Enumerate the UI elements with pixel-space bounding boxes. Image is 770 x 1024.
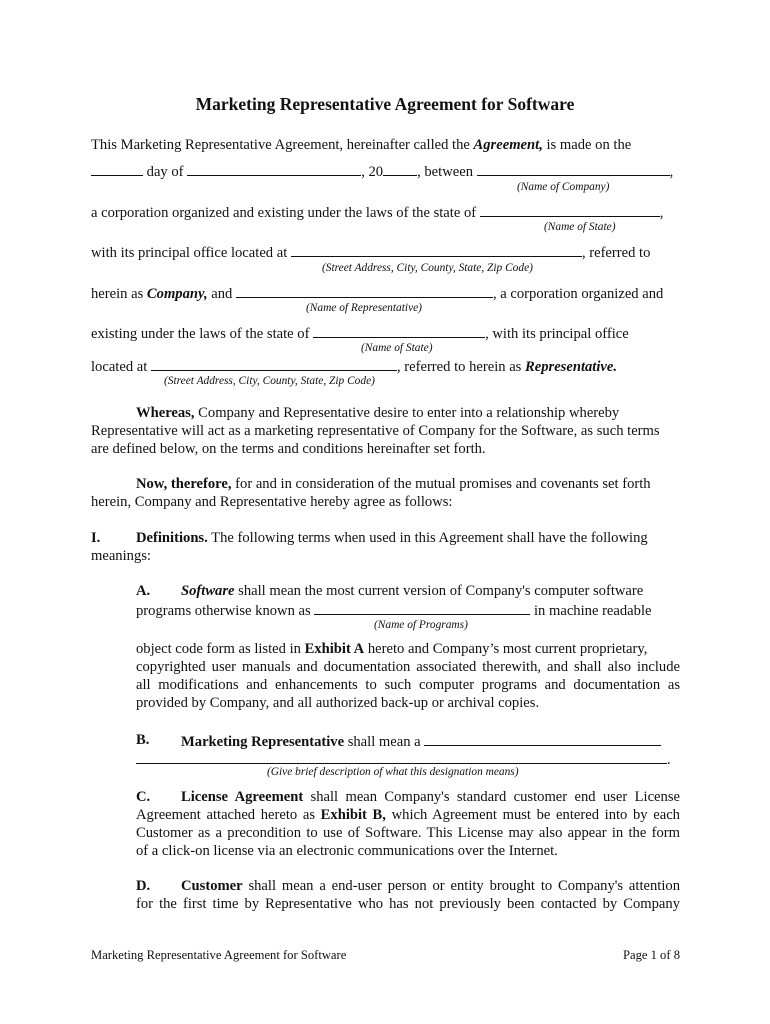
and-text: and [207, 286, 236, 302]
def-d-letter: D. [136, 878, 151, 894]
state-blank[interactable] [480, 202, 660, 217]
intro-line-3 [91, 202, 663, 222]
def-b-text: shall mean a [344, 734, 425, 750]
referred-to-text: , referred to [581, 245, 651, 261]
corp-and-text: , a corporation organized and [492, 286, 664, 302]
intro-line-7 [91, 356, 617, 376]
caption-address: (Street Address, City, County, State, Zip Code) [322, 262, 533, 274]
def-c-line-3: Customer as a precondition to use of Software. This License may also appear in the form [136, 825, 680, 841]
designation-blank-2[interactable] [136, 749, 667, 764]
period: . [667, 752, 671, 768]
def-d-line-1 [181, 877, 680, 895]
exhibit-a: Exhibit A [304, 641, 365, 657]
section-text: The following terms when used in this Agreement shall have the following [207, 530, 648, 546]
def-c-line-2 [136, 806, 680, 824]
year-blank[interactable] [383, 161, 417, 176]
caption-state-2: (Name of State) [361, 342, 433, 354]
caption-representative: (Name of Representative) [306, 302, 422, 314]
whereas-bold: Whereas, [136, 405, 195, 421]
section-heading-line [136, 529, 648, 547]
intro-text: is made on the [542, 137, 632, 153]
between-text: , between [417, 164, 477, 180]
exhibit-b: Exhibit B, [320, 807, 386, 823]
def-d-line-2: for the first time by Representative who has not previously been contacted by Company [136, 896, 680, 912]
customer-term: Customer [181, 878, 243, 894]
document-title: Marketing Representative Agreement for Software [195, 94, 575, 114]
caption-designation: (Give brief description of what this designation means) [267, 766, 519, 778]
def-a-text: shall mean the most current version of Company's computer software [234, 583, 644, 599]
def-a-line-2 [136, 600, 652, 620]
def-a-line-5: all modifications and enhancements to such computer programs and documentation as [136, 677, 680, 693]
referred-rep-text: , referred to herein as [396, 359, 525, 375]
company-name-blank[interactable] [477, 161, 670, 176]
whereas-line-2: Representative will act as a marketing representative of Company for the Software, as such terms [91, 423, 660, 439]
rep-state-blank[interactable] [313, 323, 485, 338]
caption-address-2: (Street Address, City, County, State, Zip Code) [164, 375, 375, 387]
intro-line-4 [91, 242, 650, 262]
programs-name-blank[interactable] [314, 600, 530, 615]
def-d-text: shall mean a end-user person or entity brought to Company's attention [242, 878, 680, 894]
representative-term: Representative. [525, 359, 618, 375]
whereas-line-1 [136, 404, 619, 422]
software-term: Software [181, 583, 235, 599]
intro-line-5 [91, 283, 663, 303]
corp-text: a corporation organized and existing under the laws of the state of [91, 205, 480, 221]
section-number: I. [91, 530, 101, 546]
month-blank[interactable] [187, 161, 361, 176]
company-term: Company, [146, 286, 208, 302]
rep-address-blank[interactable] [151, 356, 397, 371]
def-c-line-4: of a click-on license via an electronic communications over the Internet. [136, 843, 558, 859]
caption-company: (Name of Company) [517, 181, 610, 193]
section-line-2: meanings: [91, 548, 151, 564]
day-blank[interactable] [91, 161, 143, 176]
footer-title: Marketing Representative Agreement for Software [91, 948, 347, 962]
def-a-text: hereto and Company’s most current proprietary, [364, 641, 648, 657]
section-heading: Definitions. [136, 530, 208, 546]
def-c-text: Agreement attached hereto as [136, 807, 321, 823]
def-c-letter: C. [136, 789, 151, 805]
designation-blank[interactable] [424, 731, 661, 746]
page-number: Page 1 of 8 [622, 948, 680, 962]
whereas-line-3: are defined below, on the terms and conditions hereinafter set forth. [91, 441, 486, 457]
def-a-line-3 [136, 640, 647, 658]
comma: , [669, 164, 674, 180]
with-office-text: , with its principal office [485, 326, 629, 342]
herein-as-text: herein as [91, 286, 147, 302]
representative-name-blank[interactable] [236, 283, 493, 298]
license-term: License Agreement [181, 789, 304, 805]
def-c-text: which Agreement must be entered into by each [385, 807, 680, 823]
office-text: with its principal office located at [91, 245, 291, 261]
def-a-text: object code form as listed in [136, 641, 305, 657]
year-prefix: , 20 [361, 164, 384, 180]
therefore-bold: Now, therefore, [136, 476, 232, 492]
caption-state: (Name of State) [544, 221, 616, 233]
def-a-text: in machine readable [530, 603, 652, 619]
def-a-line-4: copyrighted user manuals and documentation associated therewith, and shall also include [136, 659, 680, 675]
agreement-term: Agreement, [473, 137, 543, 153]
comma: , [659, 205, 664, 221]
def-b-line-1 [181, 731, 661, 751]
therefore-line-1 [136, 475, 651, 493]
def-a-line-1 [181, 582, 643, 600]
address-blank[interactable] [291, 242, 582, 257]
def-a-letter: A. [136, 583, 151, 599]
def-a-text: programs otherwise known as [136, 603, 315, 619]
intro-text: This Marketing Representative Agreement, hereinafter called the [91, 137, 474, 153]
located-at-text: located at [91, 359, 151, 375]
def-c-text: shall mean Company's standard customer end user License [303, 789, 680, 805]
caption-programs: (Name of Programs) [374, 619, 468, 631]
therefore-text: for and in consideration of the mutual promises and covenants set forth [231, 476, 651, 492]
def-b-letter: B. [136, 732, 150, 748]
def-c-line-1 [181, 788, 680, 806]
intro-line-6 [91, 323, 629, 343]
intro-line-1 [91, 136, 631, 154]
therefore-line-2: herein, Company and Representative hereby agree as follows: [91, 494, 453, 510]
intro-line-2 [91, 161, 673, 181]
day-of-text: day of [143, 164, 188, 180]
existing-text: existing under the laws of the state of [91, 326, 314, 342]
whereas-text: Company and Representative desire to enter into a relationship whereby [194, 405, 620, 421]
marketing-rep-term: Marketing Representative [181, 734, 345, 750]
def-a-line-6: provided by Company, and all authorized back-up or archival copies. [136, 695, 540, 711]
